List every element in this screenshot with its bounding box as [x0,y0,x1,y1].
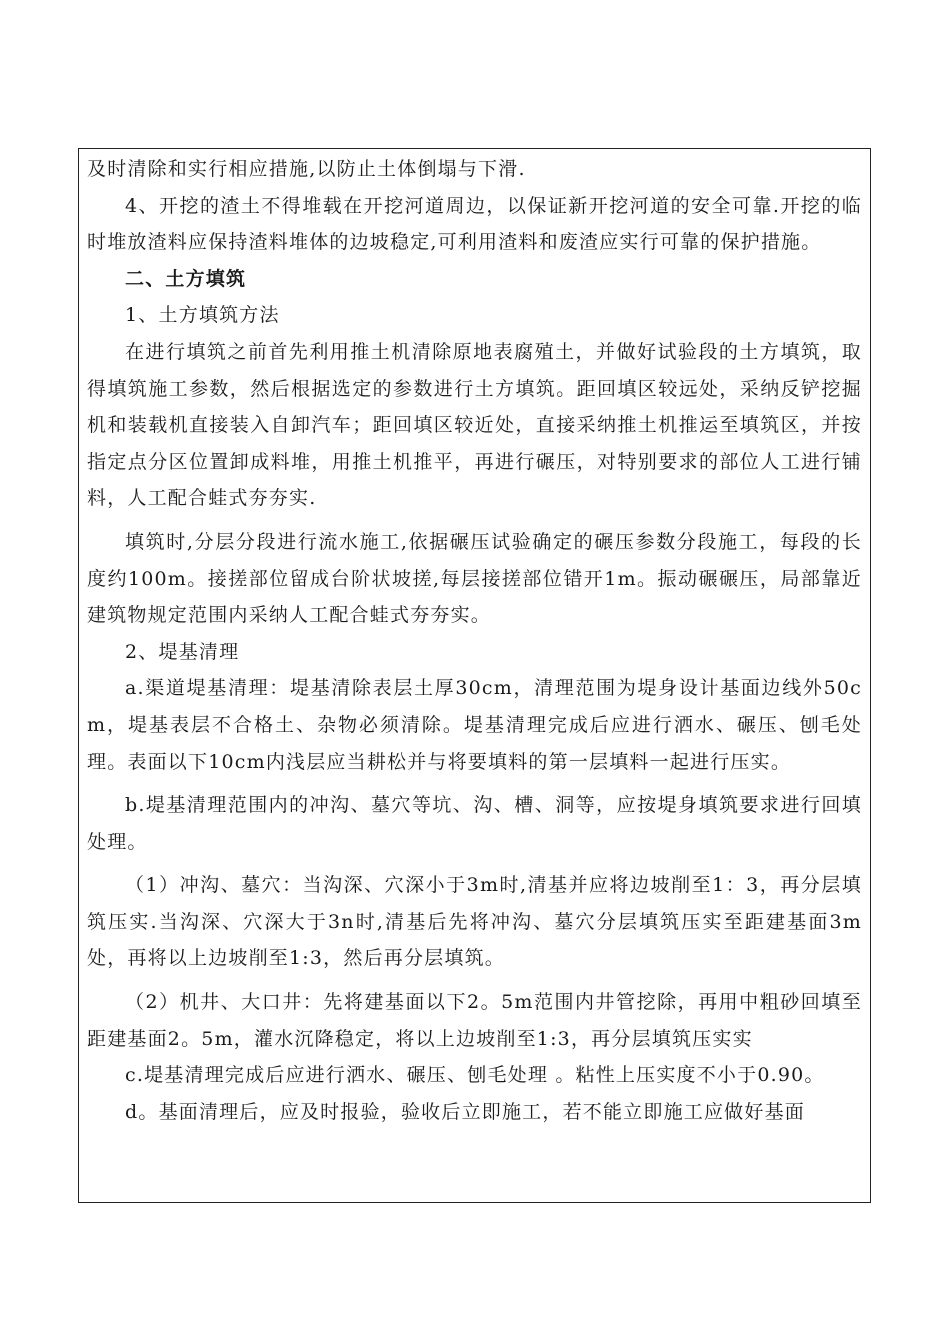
document-table-cell [78,148,871,1203]
paragraph-layered-construction: 填筑时,分层分段进行流水施工,依据碾压试验确定的碾压参数分段施工，每段的长度约100m。接搓部位留成台阶状坡搓,每层接搓部位错开1m。振动碾碾压，局部靠近建筑物规定范围内采纳人工配合蛙式夯夯实。 [87,530,862,627]
paragraph-item-1-gullies: （1）冲沟、墓穴：当沟深、穴深小于3m时,清基并应将边坡削至1：3，再分层填筑压实.当沟深、穴深大于3n时,清基后先将冲沟、墓穴分层填筑压实至距建基面3m处，再将以上边坡削至1:3，然后再分层填筑。 [87,874,862,970]
paragraph-filling-method: 在进行填筑之前首先利用推土机清除原地表腐殖土，并做好试验段的土方填筑，取得填筑施工参数，然后根据选定的参数进行土方填筑。距回填区较远处，采纳反铲挖掘机和装载机直接装入自卸汽车；距回填区较近处，直接采纳推土机推运至填筑区，并按指定点分区位置卸成料堆，用推土机推平，再进行碾压，对特别要求的部位人工进行铺料，人工配合蛙式夯夯实. [87,340,862,510]
paragraph-item-d: d。基面清理后，应及时报验，验收后立即施工，若不能立即施工应做好基面 [125,1100,805,1123]
paragraph-item-b: b.堤基清理范围内的冲沟、墓穴等坑、沟、槽、洞等，应按堤身填筑要求进行回填处理。 [87,794,862,853]
paragraph-item-2-wells: （2）机井、大口井：先将建基面以下2。5m范围内井管挖除，再用中粗砂回填至距建基面2。5m，灌水沉降稳定，将以上边坡削至1:3，再分层填筑压实实 [87,991,862,1050]
subheading-filling-method: 1、土方填筑方法 [125,304,280,327]
paragraph-item-c: c.堤基清理完成后应进行洒水、碾压、刨毛处理 。粘性上压实度不小于0.90。 [125,1064,825,1087]
paragraph-1: 及时清除和实行相应措施,以防止土体倒塌与下滑. [87,158,526,180]
paragraph-2: 4、开挖的渣土不得堆载在开挖河道周边，以保证新开挖河道的安全可靠.开挖的临时堆放渣料应保持渣料堆体的边坡稳定,可利用渣料和废渣应实行可靠的保护措施。 [87,194,862,254]
document-body [87,151,862,1130]
paragraph-item-a: a.渠道堤基清理：堤基清除表层土厚30cm，清理范围为堤身设计基面边线外50cm，堤基表层不合格土、杂物必须清除。堤基清理完成后应进行洒水、碾压、刨毛处理。表面以下10cm内浅层应当耕松并与将要填料的第一层填料一起进行压实。 [87,677,862,773]
section-heading-earthwork-filling: 二、土方填筑 [125,267,247,290]
subheading-embankment-cleanup: 2、堤基清理 [125,640,240,663]
